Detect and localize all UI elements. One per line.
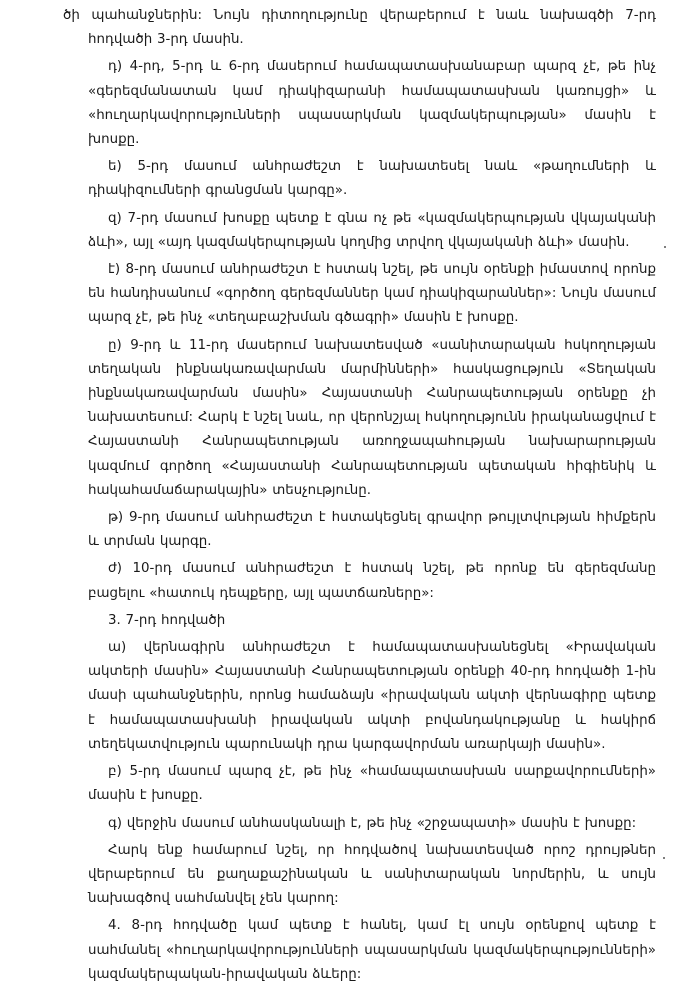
paragraph-item-a: ա) վերնագիրն անհրաժեշտ է համապատասխանեցնել «Իրավական ակտերի մասին» Հայաստանի Հանրապետության օրենքի 40-րդ հոդվածի 1-ին մասի պահանջներին, որոնց համաձայն «իրավական ակտի վերնագիրը պետք է համապատասխանի իրավական ակտի բովանդակությանը և հակիրճ տեղեկատվություն պարունակի դրա կարգավորման առարկայի մասին». [88, 640, 656, 752]
paragraph-item-z: զ) 7-րդ մասում խոսքը պետք է գնա ոչ թե «կազմակերպության վկայականի ձևի», այլ «այդ կազմակերպության կողմից տրվող վկայականի ձևի» մասին. [88, 210, 656, 250]
paragraph-continuation: ծի պահանջներին: Նույն դիտողությունը վերաբերում է նաև նախագծի 7-րդ հոդվածի 3-րդ մասին. [63, 8, 656, 48]
paragraph-item-y: ը) 9-րդ և 11-րդ մասերում նախատեսված «սանիտարական հսկողության տեղական ինքնակառավարման մարմինների» հասկացություն «Տեղական ինքնակառավարման մասին» Հայաստանի Հանրապետության օրենքը չի նախատեսում: Հարկ է նշել նաև, որ վերոնշյալ հսկողությունն իրականացվում է Հայաստանի Հանրապետության առողջապահության նախարարության կազմում գործող «Հայաստանի Հանրապետության պետական հիգիենիկ և հակահամաճարակային» տեսչությունը. [88, 337, 656, 498]
scan-speck [663, 857, 665, 859]
paragraph-item-d: դ) 4-րդ, 5-րդ և 6-րդ մասերում համապատասխանաբար պարզ չէ, թե ինչ «գերեզմանատան կամ դիակիզարանի համապատասխան կառույցի» և «հուղարկավորությունների սպասարկման կազմակերպության» մասին է խոսքը. [88, 59, 656, 148]
paragraph-item-t: թ) 9-րդ մասում անհրաժեշտ է հստակեցնել գրավոր թույլտվության հիմքերն և տրման կարգը. [88, 510, 656, 550]
paragraph-item-zh: ժ) 10-րդ մասում անհրաժեշտ է հստակ նշել, թե որոնք են գերեզմանը բացելու «հատուկ դեպքերը, այլ պատճառները»: [88, 561, 656, 601]
paragraph-item-e2: է) 8-րդ մասում անհրաժեշտ է հստակ նշել, թե սույն օրենքի իմաստով որոնք են հանդիսանում «գործող գերեզմաններ կամ դիակիզարաններ»: Նույն մասում պարզ չէ, թե ինչ «տեղաբաշխման գծագրի» մասին է խոսքը. [88, 262, 656, 326]
paragraph-article-8: 4. 8-րդ հոդվածը կամ պետք է հանել, կամ էլ սույն օրենքով պետք է սահմանել «հուղարկավորությունների սպասարկման կազմակերպությունների» կազմակերպական-իրավական ձևերը: [88, 918, 656, 982]
scan-speck [664, 246, 666, 248]
section-heading-article-7: 3. 7-րդ հոդվածի [108, 612, 226, 628]
paragraph-item-e: ե) 5-րդ մասում անհրաժեշտ է նախատեսել նաև «թաղումների և դիակիզումների գրանցման կարգը». [88, 159, 656, 199]
paragraph-item-b: բ) 5-րդ մասում պարզ չէ, թե ինչ «համապատասխան սարքավորումների» մասին է խոսքը. [88, 764, 656, 804]
paragraph-note: Հարկ ենք համարում նշել, որ հոդվածով նախատեսված որոշ դրույթներ վերաբերում են քաղաքաշինական և սանիտարական նորմերին, և սույն նախագծով սահմանվել չեն կարող: [88, 842, 656, 907]
paragraph-item-g: գ) վերջին մասում անհասկանալի է, թե ինչ «շրջապատի» մասին է խոսքը: [108, 815, 637, 831]
